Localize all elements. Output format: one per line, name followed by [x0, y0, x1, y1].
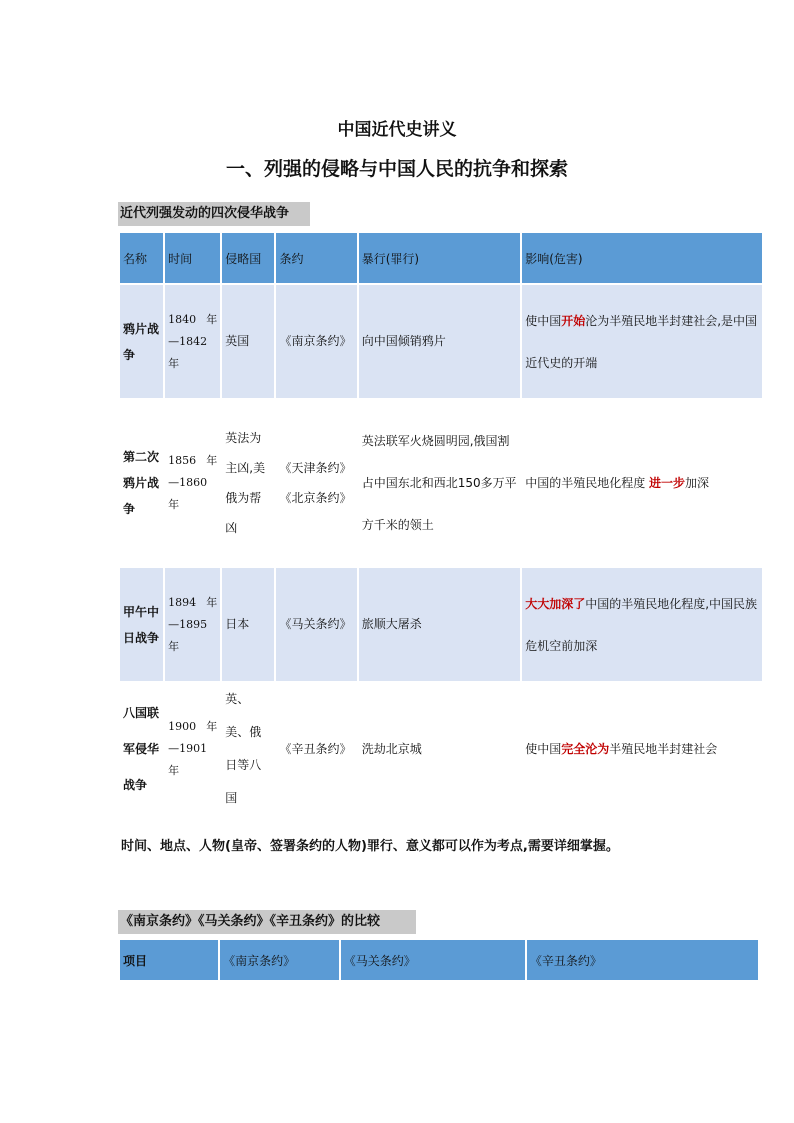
war-time: 1856 年 —1860 年: [165, 400, 220, 566]
impact: 中国的半殖民地化程度 进一步加深: [522, 400, 762, 566]
impact: 使中国开始沦为半殖民地半封建社会,是中国近代史的开端: [522, 285, 762, 398]
table-header-row: [120, 940, 758, 980]
header-cell: 影响(危害): [522, 233, 762, 283]
treaty: 《南京条约》: [276, 285, 356, 398]
header-cell: 侵略国: [222, 233, 274, 283]
wars-table: [118, 231, 764, 817]
atrocity: 旅顺大屠杀: [359, 568, 521, 681]
treaty: 《天津条约》《北京条约》: [276, 400, 356, 566]
section-label-treaties: 《南京条约》《马关条约》《辛丑条约》的比较: [118, 910, 416, 934]
atrocity: 英法联军火烧圆明园,俄国割占中国东北和西北150多万平方千米的领土: [359, 400, 521, 566]
table-header-row: [120, 233, 762, 283]
section-heading: 一、列强的侵略与中国人民的抗争和探索: [225, 158, 568, 180]
aggressor: 英、美、俄日等八国: [222, 683, 274, 815]
table-row: [120, 400, 762, 566]
war-time: 1840 年 —1842 年: [165, 285, 220, 398]
header-cell: 暴行(罪行): [359, 233, 521, 283]
header-cell: 条约: [276, 233, 356, 283]
treaty-comparison-table: [118, 938, 760, 982]
atrocity: 向中国倾销鸦片: [359, 285, 521, 398]
section-label-wars: 近代列强发动的四次侵华战争: [118, 202, 310, 226]
war-time: 1900 年 —1901 年: [165, 683, 220, 815]
atrocity: 洗劫北京城: [359, 683, 521, 815]
header-cell: 《马关条约》: [341, 940, 525, 980]
aggressor: 英国: [222, 285, 274, 398]
table-row: [120, 683, 762, 815]
header-cell: 《南京条约》: [220, 940, 339, 980]
study-note: 时间、地点、人物(皇帝、签署条约的人物)罪行、意义都可以作为考点,需要详细掌握。: [121, 839, 619, 854]
header-cell: 《辛丑条约》: [527, 940, 758, 980]
table-row: [120, 285, 762, 398]
war-name: 第二次鸦片战争: [120, 400, 163, 566]
impact: 使中国完全沦为半殖民地半封建社会: [522, 683, 762, 815]
war-name: 八国联军侵华战争: [120, 683, 163, 815]
header-cell: 项目: [120, 940, 218, 980]
war-time: 1894 年 —1895 年: [165, 568, 220, 681]
page-title: 中国近代史讲义: [337, 120, 457, 140]
header-cell: 时间: [165, 233, 220, 283]
table-row: [120, 568, 762, 681]
header-cell: 名称: [120, 233, 163, 283]
war-name: 鸦片战争: [120, 285, 163, 398]
impact: 大大加深了中国的半殖民地化程度,中国民族危机空前加深: [522, 568, 762, 681]
treaty: 《马关条约》: [276, 568, 356, 681]
aggressor: 英法为主凶,美俄为帮凶: [222, 400, 274, 566]
war-name: 甲午中日战争: [120, 568, 163, 681]
aggressor: 日本: [222, 568, 274, 681]
treaty: 《辛丑条约》: [276, 683, 356, 815]
